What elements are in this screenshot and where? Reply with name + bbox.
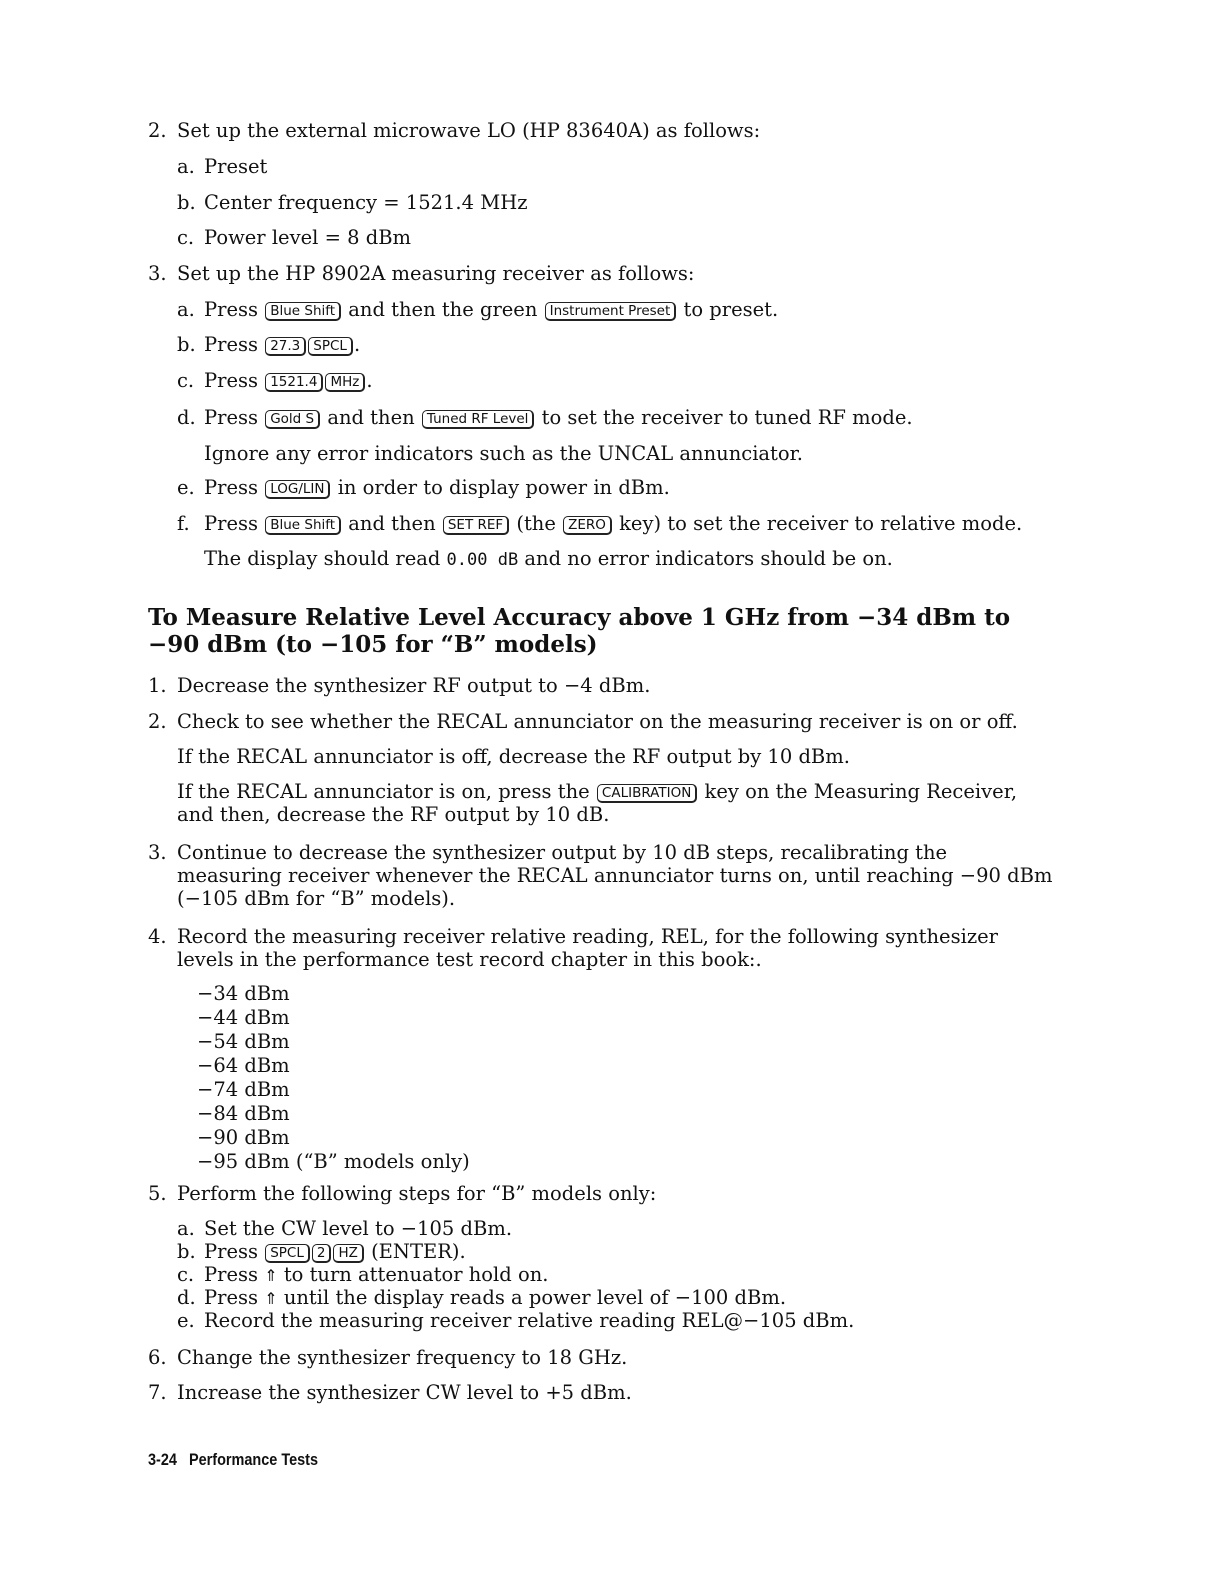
step-number: 2. [148,119,167,142]
level-item: −64 dBm [197,1054,290,1077]
paragraph: If the RECAL annunciator is on, press the CALIBRATION key on the Measuring Receiver, and then, decrease the RF output by 10 dB. [177,780,1018,826]
level-item: −84 dBm [197,1102,290,1125]
blue-shift-key: Blue Shift [265,302,341,321]
key-1521-4: 1521.4 [265,373,323,392]
gold-s-key: Gold S [265,410,320,429]
page-footer [148,1448,318,1471]
level-item: −74 dBm [197,1078,290,1101]
level-item: −95 dBm (“B” models only) [197,1150,470,1173]
step-text: Set up the HP 8902A measuring receiver as follows: [177,262,695,285]
key-2: 2 [312,1244,332,1263]
instrument-preset-key: Instrument Preset [545,302,677,321]
page-number: 3-24 [148,1450,177,1469]
blue-shift-key: Blue Shift [265,516,341,535]
mhz-key: MHz [325,373,365,392]
section-title: Performance Tests [188,1450,319,1469]
level-item: −54 dBm [197,1030,290,1053]
tuned-rf-level-key: Tuned RF Level [422,410,535,429]
set-ref-key: SET REF [443,516,509,535]
level-item: −90 dBm [197,1126,290,1149]
step-number: 3. [148,262,167,285]
up-arrow-icon: ⇑ [264,1289,278,1308]
spcl-key: SPCL [308,337,353,356]
note: The display should read 0.00 dB and no error indicators should be on. [204,547,893,570]
level-list [197,982,470,1174]
level-item: −34 dBm [197,982,290,1005]
log-lin-key: LOG/LIN [265,480,330,499]
up-arrow-icon: ⇑ [264,1266,278,1285]
note: Ignore any error indicators such as the UNCAL annunciator. [204,442,804,465]
section-heading: To Measure Relative Level Accuracy above 1 GHz from −34 dBm to −90 dBm (to −105 for “B” models) [148,604,1011,658]
calibration-key: CALIBRATION [597,784,697,803]
zero-key: ZERO [563,516,612,535]
key-27-3: 27.3 [265,337,306,356]
spcl-key: SPCL [265,1244,310,1263]
hz-key: HZ [333,1244,363,1263]
display-readout: 0.00 dB [446,550,519,570]
step-text: Set up the external microwave LO (HP 83640A) as follows: [177,119,761,142]
paragraph: If the RECAL annunciator is off, decrease the RF output by 10 dBm. [177,745,850,768]
level-item: −44 dBm [197,1006,290,1029]
